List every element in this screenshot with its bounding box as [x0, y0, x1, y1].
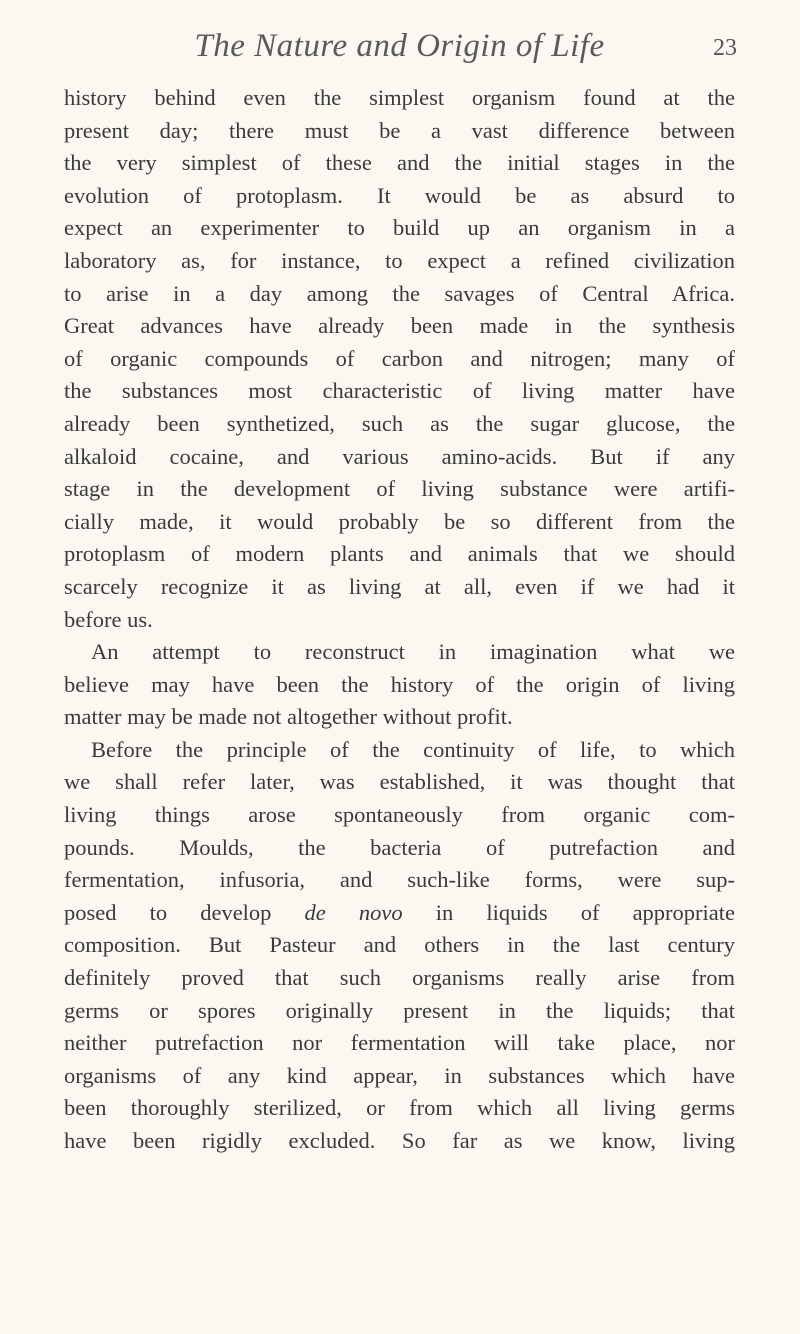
- text-line: germs or spores originally present in the liquids; that: [64, 997, 735, 1023]
- paragraph-2: [64, 636, 735, 734]
- paragraph-3: [64, 734, 735, 1158]
- text-line-with-italic: [64, 897, 735, 930]
- text-line: neither putrefaction nor fermentation will take place, nor: [64, 1030, 735, 1056]
- text-line: of organic compounds of carbon and nitrogen; many of: [64, 345, 735, 371]
- text-run: in liquids of appropriate: [435, 899, 735, 925]
- text-line: been thoroughly sterilized, or from which all living germs: [64, 1095, 735, 1121]
- text-run: posed to develop: [64, 899, 272, 925]
- text-line: already been synthetized, such as the sugar glucose, the: [64, 410, 735, 436]
- text-line: fermentation, infusoria, and such-like forms, were sup-: [64, 867, 735, 893]
- text-line: Before the principle of the continuity of life, to which: [91, 736, 735, 762]
- text-line: composition. But Pasteur and others in the last century: [64, 932, 735, 958]
- text-line: the substances most characteristic of living matter have: [64, 378, 735, 404]
- paragraph-1: [64, 82, 735, 636]
- text-line: stage in the development of living substance were artifi-: [64, 476, 735, 502]
- text-line: to arise in a day among the savages of Central Africa.: [64, 280, 735, 306]
- italic-phrase: de novo: [304, 899, 403, 925]
- text-line: An attempt to reconstruct in imagination what we: [91, 639, 735, 665]
- text-line: the very simplest of these and the initial stages in the: [64, 150, 735, 176]
- text-line: alkaloid cocaine, and various amino-acids. But if any: [64, 443, 735, 469]
- text-line: before us.: [64, 606, 153, 632]
- text-line: evolution of protoplasm. It would be as absurd to: [64, 182, 735, 208]
- text-line: scarcely recognize it as living at all, even if we had it: [64, 573, 735, 599]
- text-line: history behind even the simplest organism found at the: [64, 85, 735, 110]
- text-line: living things arose spontaneously from organic com-: [64, 802, 735, 828]
- body-text: [64, 82, 735, 1158]
- text-line: pounds. Moulds, the bacteria of putrefaction and: [64, 834, 735, 860]
- text-line: definitely proved that such organisms really arise from: [64, 965, 735, 991]
- text-line: expect an experimenter to build up an organism in a: [64, 215, 735, 241]
- text-line: believe may have been the history of the origin of living: [64, 671, 735, 697]
- page-number: 23: [713, 35, 737, 61]
- text-line: laboratory as, for instance, to expect a refined civilization: [64, 247, 735, 273]
- text-line: cially made, it would probably be so different from the: [64, 508, 735, 534]
- text-line: present day; there must be a vast difference between: [64, 117, 735, 143]
- text-line: protoplasm of modern plants and animals that we should: [64, 541, 735, 567]
- running-title: The Nature and Origin of Life: [194, 28, 605, 64]
- running-head: [64, 26, 735, 66]
- text-line: Great advances have already been made in the synthesis: [64, 313, 735, 339]
- text-line: have been rigidly excluded. So far as we know, living: [64, 1128, 735, 1153]
- text-line: organisms of any kind appear, in substances which have: [64, 1062, 735, 1088]
- text-line: matter may be made not altogether without profit.: [64, 704, 513, 730]
- text-line: we shall refer later, was established, it was thought that: [64, 769, 735, 795]
